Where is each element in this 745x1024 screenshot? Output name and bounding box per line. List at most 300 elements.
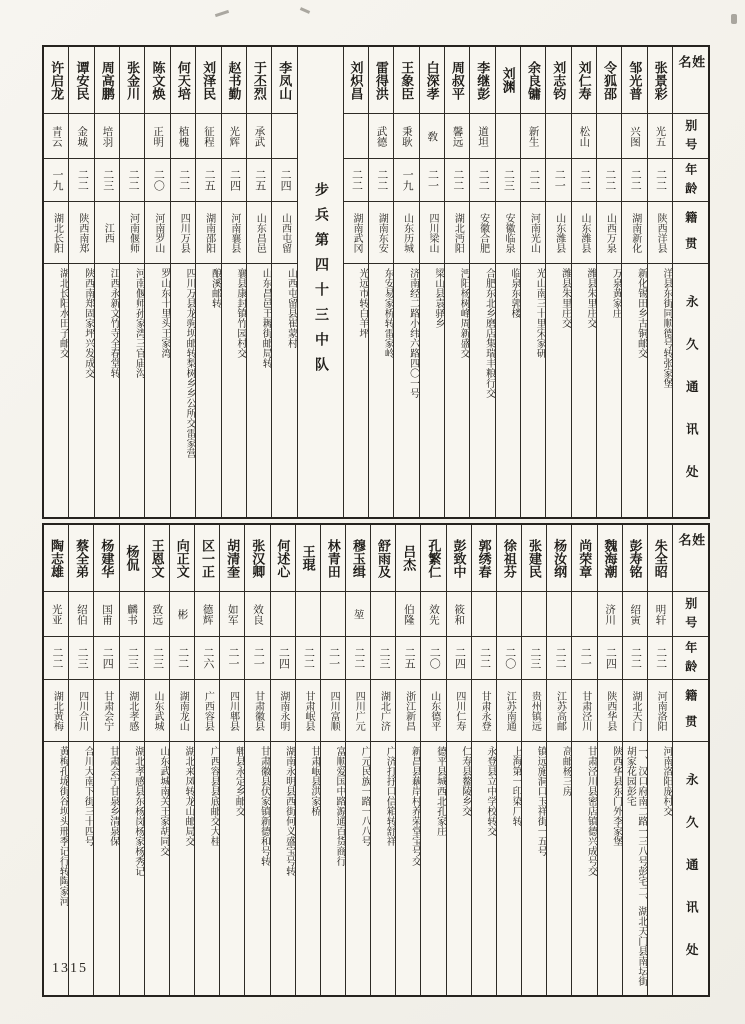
header-alias: 别号 [673, 114, 708, 159]
person-alias: 绍伯 [69, 592, 93, 637]
person-age: 二二 [472, 637, 496, 680]
person-name: 李继彭 [470, 47, 494, 114]
person-native: 江苏高邮 [547, 680, 571, 742]
person-column [571, 47, 596, 517]
person-native: 山东潍县 [572, 202, 596, 264]
person-age: 二一 [546, 159, 570, 202]
person-age: 二二 [44, 637, 68, 680]
header-address: 永久通讯处 [684, 773, 699, 986]
person-native: 湖北长阳 [44, 202, 68, 264]
person-native: 山东德平 [421, 680, 445, 742]
person-age: 二三 [95, 159, 119, 202]
person-column [270, 525, 295, 995]
person-native: 陕西南郑 [69, 202, 93, 264]
person-name: 向正文 [170, 525, 194, 592]
person-name: 何述心 [271, 525, 295, 592]
person-address: 梁山县袁驿乡 [432, 268, 444, 328]
person-alias: 国甫 [94, 592, 118, 637]
person-age: 二二 [369, 159, 393, 202]
person-age: 二三 [371, 637, 395, 680]
person-column [420, 525, 445, 995]
person-native: 湖南东安 [369, 202, 393, 264]
header-address: 永久通讯处 [684, 295, 699, 508]
person-name: 王恩文 [145, 525, 169, 592]
person-name: 刘泽民 [196, 47, 220, 114]
person-alias: 金城 [69, 114, 93, 159]
person-name: 许启龙 [44, 47, 68, 114]
person-age: 二四 [447, 637, 471, 680]
person-address: 四川万县龙驹坝邮转梨树乡乡公所交雷家营 [184, 268, 196, 458]
person-native: 江西 [95, 202, 119, 264]
person-age: 二四 [222, 159, 246, 202]
person-name: 于丕烈 [247, 47, 271, 114]
person-column [647, 525, 672, 995]
person-age: 二二 [296, 637, 320, 680]
person-column [496, 525, 521, 995]
person-age: 二二 [120, 159, 144, 202]
person-native: 河南襄县 [222, 202, 246, 264]
page-number: 1315 [52, 961, 88, 976]
person-address: 临泉东郭楼 [508, 268, 520, 318]
person-name: 胡清奎 [220, 525, 244, 592]
scan-artifact [215, 10, 229, 17]
person-native: 四川富顺 [321, 680, 345, 742]
person-address: 富顺爱国中路源通百货商行 [333, 746, 345, 866]
person-alias: 兴图 [622, 114, 646, 159]
person-address: 罗山东十里头王家湾 [158, 268, 170, 358]
scan-artifact [731, 14, 737, 24]
person-address: 合川大南下街三十四号 [82, 746, 94, 846]
person-column [597, 525, 622, 995]
person-address: 上海第一印染厂转 [510, 746, 522, 826]
person-age: 二二 [572, 159, 596, 202]
person-native: 贵州镇远 [522, 680, 546, 742]
person-column [343, 47, 368, 517]
person-name: 张金川 [120, 47, 144, 114]
person-column [621, 47, 646, 517]
person-age: 一九 [394, 159, 418, 202]
person-column [44, 525, 68, 995]
person-name: 尚荣章 [572, 525, 596, 592]
person-age: 二〇 [497, 637, 521, 680]
person-age: 二四 [271, 637, 295, 680]
person-native: 河南光山 [521, 202, 545, 264]
person-alias: 松山 [572, 114, 596, 159]
person-address: 新昌县藕岸村养荣堂宝号交 [409, 746, 421, 866]
person-address: 光远市转白羊坪 [356, 268, 368, 338]
person-name: 周高鹏 [95, 47, 119, 114]
person-column [320, 525, 345, 995]
person-name: 杨汝纲 [547, 525, 571, 592]
person-address: 湖北来凤转龙山邮局交 [183, 746, 195, 846]
person-address: 河南偃师孙家湾三官庙沟 [133, 268, 145, 378]
person-native: 四川万县 [171, 202, 195, 264]
header-age: 年龄 [673, 637, 708, 680]
person-age: 二一 [321, 637, 345, 680]
scan-artifact [300, 7, 310, 14]
person-native: 山东武城 [145, 680, 169, 742]
person-name: 周叔平 [445, 47, 469, 114]
person-alias: 武德 [369, 114, 393, 159]
person-name: 刘志钧 [546, 47, 570, 114]
person-native: 四川梁山 [420, 202, 444, 264]
person-alias: 如军 [220, 592, 244, 637]
person-address: 山东昌邑王耨街邮局转 [260, 268, 272, 368]
header-name: 姓名 [673, 47, 708, 114]
person-column [170, 47, 195, 517]
person-native: 广西容县 [195, 680, 219, 742]
person-alias [271, 592, 295, 637]
person-address: 襄县康封镇竹园村交 [234, 268, 246, 358]
person-address: 湖北孝感县东杨岗杨家杨秀记 [132, 746, 144, 876]
person-address: 光山南三十里宋家研 [534, 268, 546, 358]
person-age: 二一 [420, 159, 444, 202]
person-name: 王琨 [296, 525, 320, 592]
person-alias [272, 114, 296, 159]
person-name: 魏海潮 [598, 525, 622, 592]
person-alias: 秉耿 [394, 114, 418, 159]
person-alias [296, 592, 320, 637]
person-native: 陕西华县 [598, 680, 622, 742]
person-alias: 德辉 [195, 592, 219, 637]
person-alias: 馨远 [445, 114, 469, 159]
person-native: 湖北黄梅 [44, 680, 68, 742]
person-column [446, 525, 471, 995]
person-native: 甘肃徽县 [245, 680, 269, 742]
person-native: 湖南邵阳 [196, 202, 220, 264]
person-native: 山东历城 [394, 202, 418, 264]
person-column [144, 47, 169, 517]
header-native: 籍贯 [673, 202, 708, 264]
person-native: 甘肃泾川 [572, 680, 596, 742]
person-address: 甘肃岷县洪家桥 [308, 746, 320, 816]
person-age: 二五 [247, 159, 271, 202]
person-column [571, 525, 596, 995]
person-column [68, 525, 93, 995]
person-alias: 光五 [648, 114, 672, 159]
person-native: 甘肃岷县 [296, 680, 320, 742]
person-column [345, 525, 370, 995]
person-name: 何天培 [171, 47, 195, 114]
person-age: 二二 [623, 637, 647, 680]
header-native: 籍贯 [673, 680, 708, 742]
person-address: 万泉黄家庄 [610, 268, 622, 318]
person-alias: 培羽 [95, 114, 119, 159]
person-alias: 敎 [420, 114, 444, 159]
person-name: 彭致中 [447, 525, 471, 592]
person-age: 二四 [598, 637, 622, 680]
header-age: 年龄 [673, 159, 708, 202]
person-age: 二〇 [145, 159, 169, 202]
person-age: 二五 [196, 159, 220, 202]
person-address: 德平县城西北孔家庄 [434, 746, 446, 836]
person-age: 二六 [195, 637, 219, 680]
person-native: 四川仁寿 [447, 680, 471, 742]
person-alias [496, 114, 520, 159]
person-name: 白深孝 [420, 47, 444, 114]
person-alias: 效良 [245, 592, 269, 637]
person-address: 湖南永明县西街何义盛宝号转 [283, 746, 295, 876]
person-column [219, 525, 244, 995]
person-column [169, 525, 194, 995]
person-address: 江西永新文竹寺全春堂转 [108, 268, 120, 378]
person-alias: 植槐 [171, 114, 195, 159]
person-column [119, 525, 144, 995]
person-age: 二三 [120, 637, 144, 680]
person-age: 二一 [220, 637, 244, 680]
person-age: 二二 [597, 159, 621, 202]
person-alias [371, 592, 395, 637]
person-name: 穆玉缉 [346, 525, 370, 592]
person-name: 郭绣春 [472, 525, 496, 592]
person-age: 二三 [69, 637, 93, 680]
person-age: 二五 [396, 637, 420, 680]
person-address: 广西容县县底邮交大桂 [208, 746, 220, 846]
person-age: 一九 [44, 159, 68, 202]
person-column [545, 47, 570, 517]
person-alias [472, 592, 496, 637]
person-alias: 致远 [145, 592, 169, 637]
person-native: 四川广元 [346, 680, 370, 742]
person-column [93, 525, 118, 995]
person-age: 二〇 [421, 637, 445, 680]
header-column [672, 47, 708, 517]
person-column [419, 47, 444, 517]
person-alias [321, 592, 345, 637]
person-address: 广济打抒口信箱转舒祥 [384, 746, 396, 846]
person-alias: 承武 [247, 114, 271, 159]
person-age: 二二 [171, 159, 195, 202]
person-address: 甘肃徽县伏家镇新德和号转 [258, 746, 270, 866]
person-column [368, 47, 393, 517]
person-address: 酿溪邮转 [209, 268, 221, 308]
person-column [596, 47, 621, 517]
person-alias [597, 114, 621, 159]
person-name: 赵书勤 [222, 47, 246, 114]
person-address: 广元民族一路一八八号 [359, 746, 371, 846]
person-alias: 彬 [170, 592, 194, 637]
person-column [647, 47, 672, 517]
person-address: 新化锡田乡古铜邮交 [635, 268, 647, 358]
person-address: 山东武城南关王家胡同交 [157, 746, 169, 856]
person-column [195, 47, 220, 517]
person-native: 山西屯留 [272, 202, 296, 264]
person-address: 东安易家桥转雷家岭 [382, 268, 394, 358]
person-alias: 光亚 [44, 592, 68, 637]
person-alias: 正明 [145, 114, 169, 159]
person-column [44, 47, 68, 517]
person-name: 舒雨及 [371, 525, 395, 592]
person-address: 一、汉口府南二路一三八号彭宅二、湖北天门县南坛街胡家花园彭宅 [624, 746, 647, 986]
person-native: 安徽临泉 [496, 202, 520, 264]
person-age: 二一 [572, 637, 596, 680]
person-name: 张景彩 [648, 47, 672, 114]
person-column [370, 525, 395, 995]
person-address: 陕西南郑固家坪兴发成交 [82, 268, 94, 378]
person-address: 河南洛阳庞村交 [661, 746, 672, 816]
person-name: 刘仁寿 [572, 47, 596, 114]
person-name: 陈文焕 [145, 47, 169, 114]
person-native: 河南罗山 [145, 202, 169, 264]
person-address: 甘肃泾川县密店镇德兴成号交 [585, 746, 597, 876]
person-alias: 伯隆 [396, 592, 420, 637]
person-alias [344, 114, 368, 159]
person-native: 四川郫县 [220, 680, 244, 742]
person-column [221, 47, 246, 517]
person-address: 济南经二路小纬六路四〇一号 [407, 268, 419, 398]
header-alias: 别号 [673, 592, 708, 637]
person-name: 林青田 [321, 525, 345, 592]
person-column [444, 47, 469, 517]
person-name: 张建民 [522, 525, 546, 592]
person-address: 仁寿县鳌陵乡交 [459, 746, 471, 816]
person-alias: 明轩 [648, 592, 672, 637]
person-alias: 道坦 [470, 114, 494, 159]
person-native: 山西万泉 [597, 202, 621, 264]
person-column [546, 525, 571, 995]
person-address: 山西屯留县崔蒙村 [285, 268, 297, 348]
person-native: 四川合川 [69, 680, 93, 742]
person-age: 二二 [547, 637, 571, 680]
person-address: 高邮杨三房 [560, 746, 572, 796]
person-alias [546, 114, 570, 159]
person-alias: 筱和 [447, 592, 471, 637]
person-name: 朱全昭 [648, 525, 672, 592]
person-column [622, 525, 647, 995]
person-column [469, 47, 494, 517]
person-age: 二二 [622, 159, 646, 202]
person-column [521, 525, 546, 995]
person-age: 二二 [470, 159, 494, 202]
person-native: 安徽合肥 [470, 202, 494, 264]
person-alias [497, 592, 521, 637]
roster-table-top [42, 45, 710, 519]
person-native: 山东潍县 [546, 202, 570, 264]
person-name: 谭安民 [69, 47, 93, 114]
person-name: 孔繁仁 [421, 525, 445, 592]
person-name: 徐祖芬 [497, 525, 521, 592]
person-column [520, 47, 545, 517]
person-column [119, 47, 144, 517]
person-age: 二四 [94, 637, 118, 680]
person-address: 甘肃会宁甘泉乡清泉保 [107, 746, 119, 846]
roster-table-bottom [42, 523, 710, 997]
person-alias: 征程 [196, 114, 220, 159]
person-native: 山东昌邑 [247, 202, 271, 264]
person-native: 湖南武冈 [344, 202, 368, 264]
person-native: 湖南永明 [271, 680, 295, 742]
person-address: 永登县立中学校转交 [484, 746, 496, 836]
person-age: 二二 [521, 159, 545, 202]
person-name: 令狐邵 [597, 47, 621, 114]
person-column [194, 525, 219, 995]
person-column [244, 525, 269, 995]
person-column [295, 525, 320, 995]
person-native: 湖北孝感 [120, 680, 144, 742]
person-column [271, 47, 296, 517]
person-name: 杨建华 [94, 525, 118, 592]
person-age: 二二 [648, 159, 672, 202]
person-address: 郫县永定乡邮交 [233, 746, 245, 816]
person-alias: 绍寅 [623, 592, 647, 637]
header-name: 姓名 [673, 525, 708, 592]
person-native: 甘肃永登 [472, 680, 496, 742]
person-name: 雷得洪 [369, 47, 393, 114]
person-alias: 麟书 [120, 592, 144, 637]
person-name: 刘渊 [496, 47, 520, 114]
person-address: 陕西华县东门外李家堡 [610, 746, 622, 846]
person-name: 陶志雄 [44, 525, 68, 592]
person-address: 潍县朱里庄交 [584, 268, 596, 328]
unit-label: 步兵第四十三中队 [297, 47, 343, 517]
person-age: 二三 [496, 159, 520, 202]
person-name: 刘炽昌 [344, 47, 368, 114]
header-column [672, 525, 708, 995]
person-name: 张汉卿 [245, 525, 269, 592]
person-age: 二二 [170, 637, 194, 680]
person-age: 二二 [445, 159, 469, 202]
person-native: 湖北沔阳 [445, 202, 469, 264]
person-native: 湖南龙山 [170, 680, 194, 742]
person-alias: 新生 [521, 114, 545, 159]
person-column [471, 525, 496, 995]
person-native: 河南洛阳 [648, 680, 672, 742]
person-column [495, 47, 520, 517]
person-column [393, 47, 418, 517]
person-address: 湖北长阳水田子邮交 [57, 268, 69, 358]
person-native: 浙江新昌 [396, 680, 420, 742]
person-age: 二二 [69, 159, 93, 202]
person-address: 潍县朱里庄交 [559, 268, 571, 328]
person-age: 二一 [245, 637, 269, 680]
person-alias: 堃 [346, 592, 370, 637]
person-name: 蔡全弟 [69, 525, 93, 592]
person-column [395, 525, 420, 995]
person-column [68, 47, 93, 517]
person-name: 吕杰 [396, 525, 420, 592]
person-alias: 效先 [421, 592, 445, 637]
person-column [246, 47, 271, 517]
person-name: 区一正 [195, 525, 219, 592]
person-native: 湖北广济 [371, 680, 395, 742]
person-address: 镇远施洞口玉祥街一五号 [535, 746, 547, 856]
person-native: 湖北天门 [623, 680, 647, 742]
person-age: 二二 [344, 159, 368, 202]
person-age: 二二 [346, 637, 370, 680]
person-alias: 济川 [598, 592, 622, 637]
person-column [144, 525, 169, 995]
person-name: 彭寿铭 [623, 525, 647, 592]
person-name: 李凤山 [272, 47, 296, 114]
person-address: 沔阳杨树峰周新盛交 [458, 268, 470, 358]
person-native: 甘肃会宁 [94, 680, 118, 742]
person-native: 河南偃师 [120, 202, 144, 264]
person-alias: 青云 [44, 114, 68, 159]
person-alias [547, 592, 571, 637]
person-address: 洋县东街同顺德号转张家堡 [661, 268, 672, 388]
person-address: 合肥东北乡磨店集瑞丰粮行交 [483, 268, 495, 398]
person-age: 二三 [522, 637, 546, 680]
person-age: 二二 [648, 637, 672, 680]
person-native: 湖南新化 [622, 202, 646, 264]
person-name: 余良镛 [521, 47, 545, 114]
person-native: 陕西洋县 [648, 202, 672, 264]
person-age: 二三 [145, 637, 169, 680]
person-name: 王象臣 [394, 47, 418, 114]
person-address: 黄梅孔垅街谷坝头邢季记行转陶家河 [57, 746, 69, 906]
person-alias: 光辉 [222, 114, 246, 159]
person-age: 二四 [272, 159, 296, 202]
